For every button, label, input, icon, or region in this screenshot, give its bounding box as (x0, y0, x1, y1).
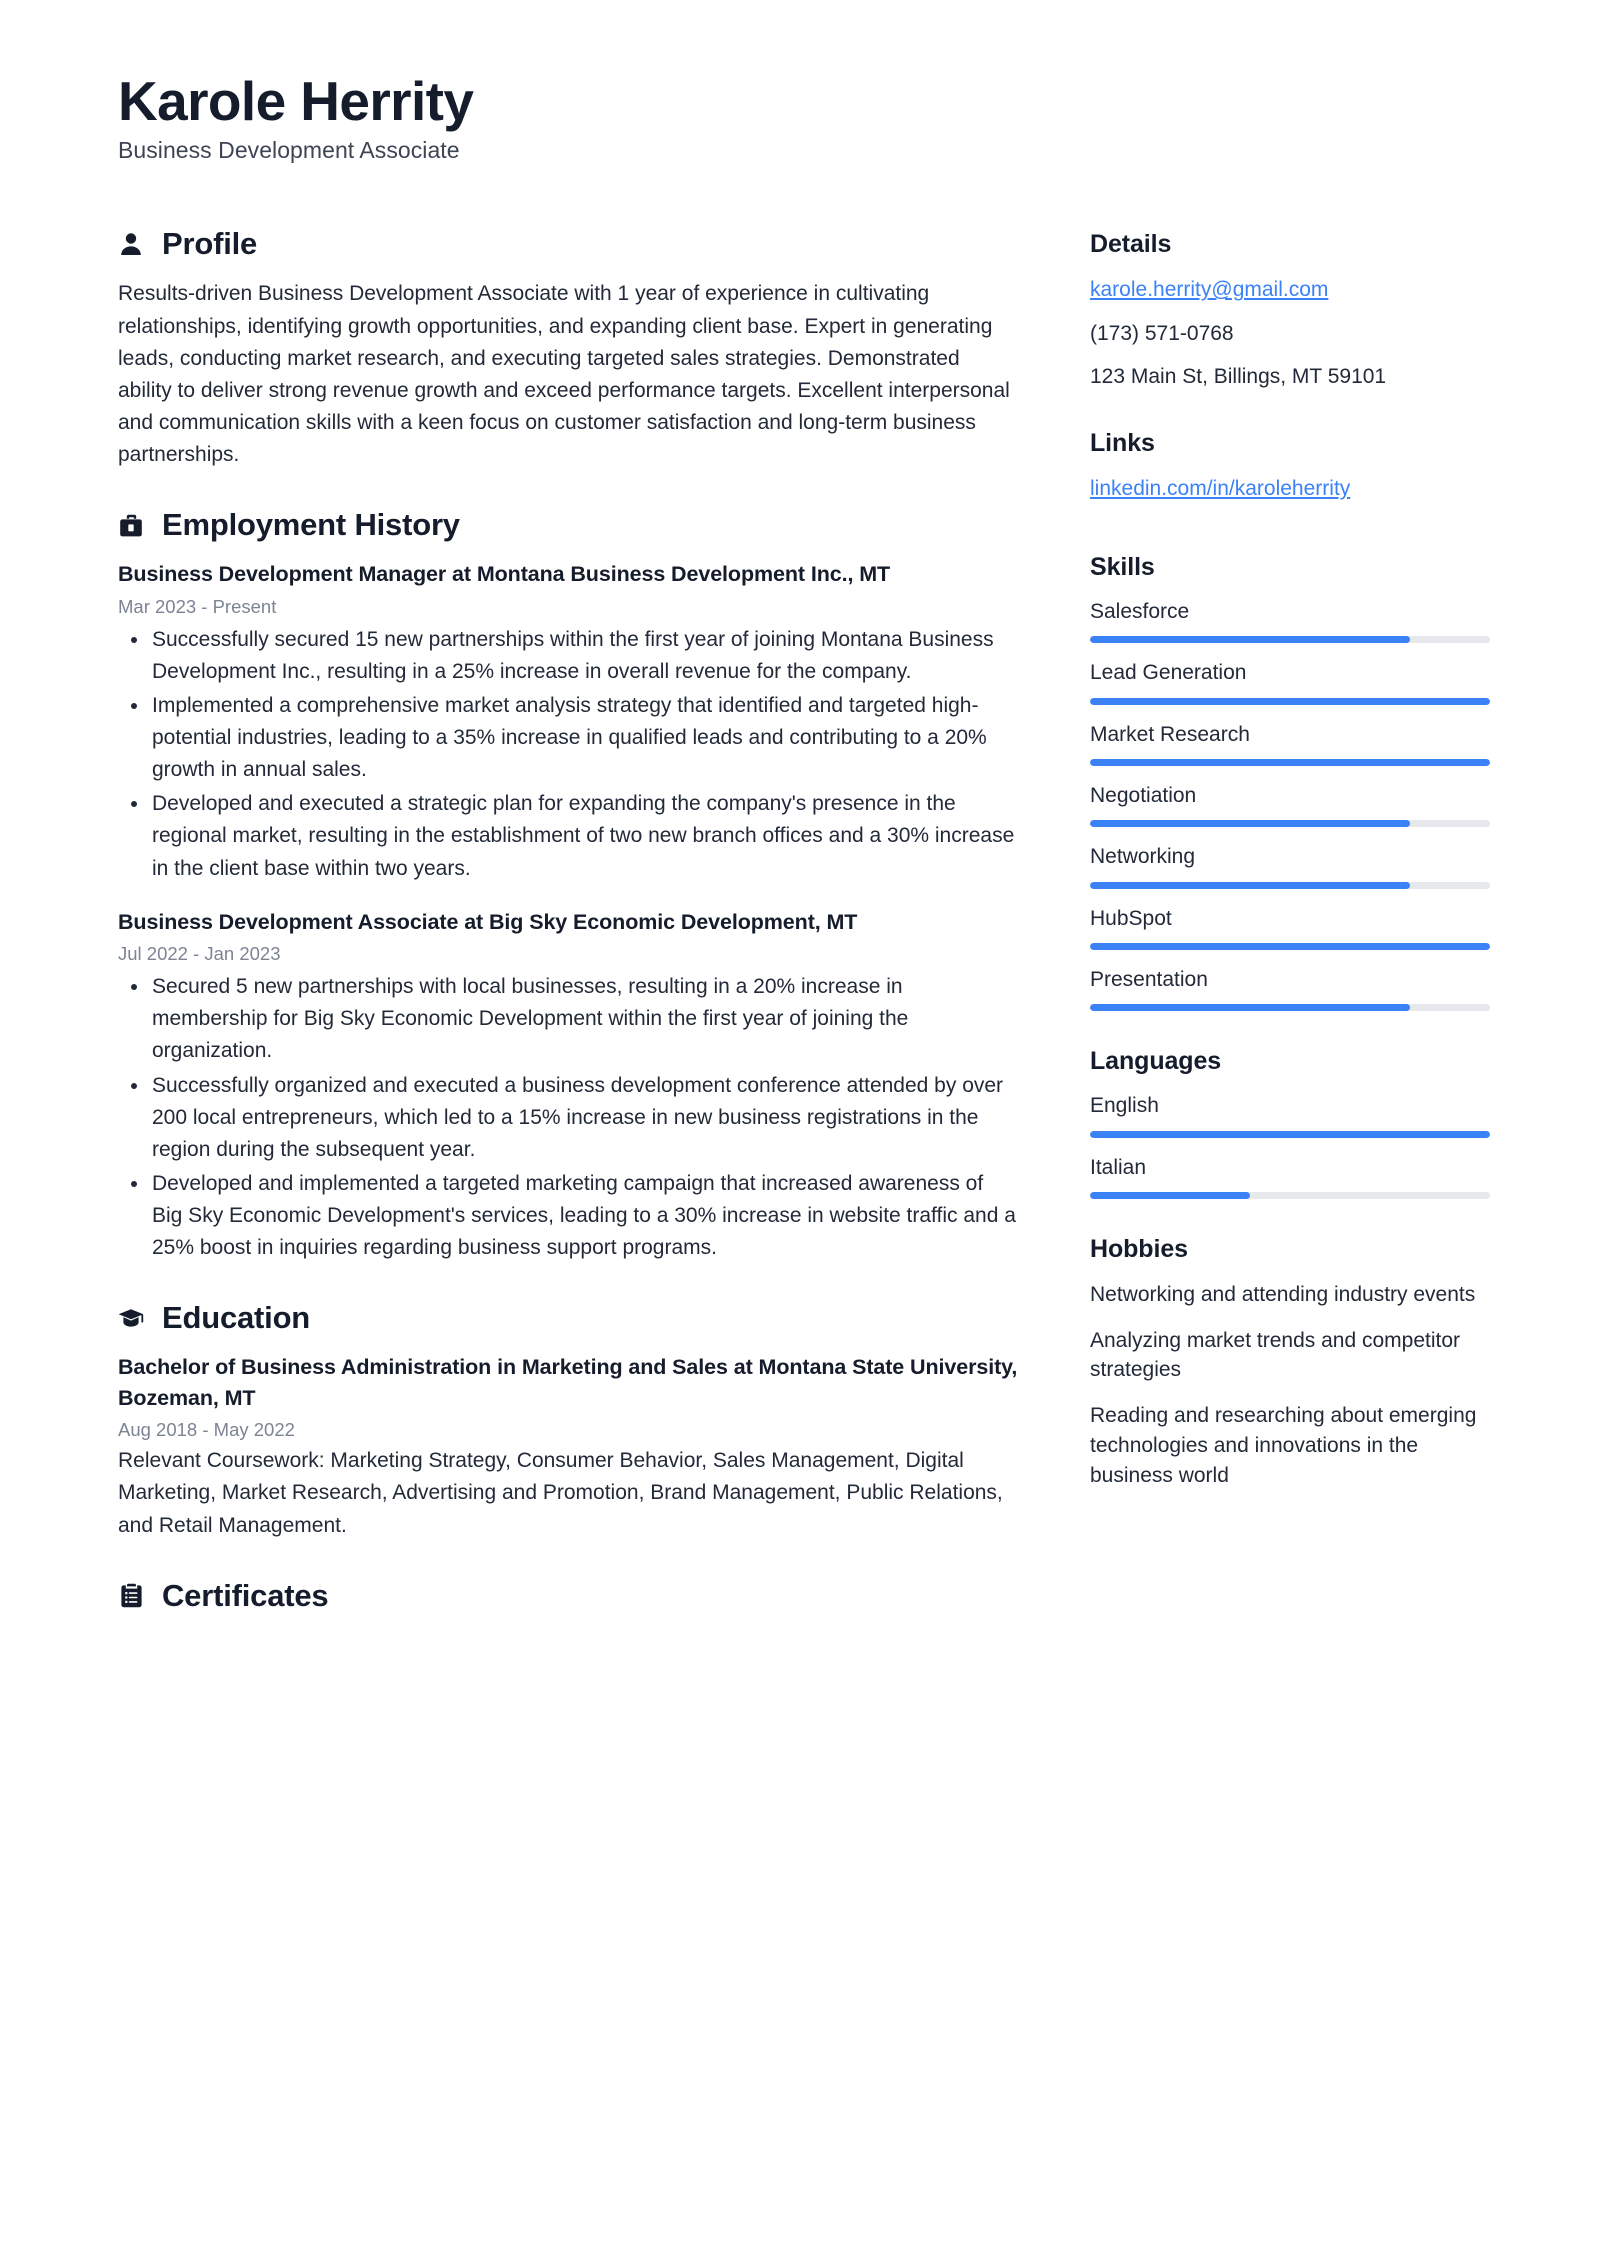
bullet-item: Secured 5 new partnerships with local businesses, resulting in a 20% increase in membership for Big Sky Economic Development within the first year of joining the organization. (118, 971, 1018, 1067)
skill-label: HubSpot (1090, 906, 1172, 930)
skill-rating-fill (1090, 820, 1410, 827)
section-education (118, 1300, 1018, 1541)
sidebar-title-hobbies: Hobbies (1090, 1234, 1188, 1263)
sidebar-block-languages (1090, 1047, 1490, 1199)
language-rating-track (1090, 1192, 1490, 1199)
language-row (1090, 1154, 1490, 1199)
skill-rating-track (1090, 759, 1490, 766)
linkedin-link[interactable]: linkedin.com/in/karoleherrity (1090, 476, 1351, 500)
education-entry-title: Bachelor of Business Administration in Marketing and Sales at Montana State University, Bozeman, MT (118, 1355, 1018, 1410)
section-title-profile: Profile (162, 226, 258, 262)
skill-label: Market Research (1090, 722, 1250, 746)
skill-row (1090, 598, 1490, 643)
bullet-item: Developed and implemented a targeted marketing campaign that increased awareness of Big Sky Economic Development's services, leading to a 30% increase in website traffic and a 25% boost in inquiries regarding business support programs. (118, 1168, 1018, 1264)
hobby-item: Networking and attending industry events (1090, 1282, 1476, 1306)
skill-rating-fill (1090, 943, 1490, 950)
phone-text: (173) 571-0768 (1090, 321, 1234, 345)
skill-rating-track (1090, 943, 1490, 950)
main-column (118, 226, 1018, 1649)
section-title-education: Education (162, 1300, 311, 1336)
employment-entry-bullets (118, 624, 1018, 885)
section-header-profile (118, 226, 1018, 262)
sidebar-title-links: Links (1090, 428, 1155, 457)
sidebar-block-hobbies (1090, 1235, 1490, 1491)
employment-entry-title: Business Development Associate at Big Sky Economic Development, MT (118, 909, 858, 934)
bullet-item: Developed and executed a strategic plan for expanding the company's presence in the regional market, resulting in the establishment of two new branch offices and a 30% increase in the client base within two years. (118, 788, 1018, 884)
bullet-item: Successfully secured 15 new partnerships within the first year of joining Montana Business Development Inc., resulting in a 25% increase in overall revenue for the company. (118, 624, 1018, 688)
language-rating-fill (1090, 1131, 1490, 1138)
skill-label: Presentation (1090, 967, 1208, 991)
sidebar-block-links (1090, 429, 1490, 517)
skill-rating-fill (1090, 636, 1410, 643)
skill-row (1090, 659, 1490, 704)
sidebar-block-details (1090, 230, 1490, 392)
resume-columns (118, 226, 1492, 1649)
employment-entry-bullets (118, 971, 1018, 1264)
section-certificates (118, 1578, 1018, 1614)
skill-row (1090, 721, 1490, 766)
skill-rating-track (1090, 1004, 1490, 1011)
employment-entry (118, 907, 1018, 1265)
candidate-job-title: Business Development Associate (118, 137, 460, 164)
skill-rating-track (1090, 820, 1490, 827)
bullet-item: Implemented a comprehensive market analysis strategy that identified and targeted high-potential industries, leading to a 35% increase in qualified leads and contributing to a 20% growth in annual sales. (118, 690, 1018, 786)
address-text: 123 Main St, Billings, MT 59101 (1090, 365, 1387, 389)
language-label: Italian (1090, 1155, 1147, 1179)
candidate-name: Karole Herrity (118, 70, 474, 132)
section-profile (118, 226, 1018, 471)
employment-entry-date: Jul 2022 - Jan 2023 (118, 943, 281, 965)
section-employment-history (118, 507, 1018, 1264)
section-header-education (118, 1300, 1018, 1336)
language-row (1090, 1092, 1490, 1137)
clipboard-list-icon (118, 1582, 144, 1610)
sidebar-title-details: Details (1090, 230, 1172, 259)
skill-rating-track (1090, 636, 1490, 643)
education-entry-date: Aug 2018 - May 2022 (118, 1419, 295, 1441)
skill-rating-fill (1090, 759, 1490, 766)
hobby-item: Analyzing market trends and competitor strategies (1090, 1328, 1461, 1382)
sidebar-block-skills (1090, 553, 1490, 1011)
language-rating-fill (1090, 1192, 1250, 1199)
employment-entry-title: Business Development Manager at Montana Business Development Inc., MT (118, 562, 891, 587)
graduation-cap-icon (118, 1304, 144, 1332)
sidebar-title-languages: Languages (1090, 1047, 1222, 1076)
skill-row (1090, 905, 1490, 950)
language-rating-track (1090, 1131, 1490, 1138)
skill-label: Salesforce (1090, 600, 1190, 624)
employment-entry-date: Mar 2023 - Present (118, 595, 277, 617)
skill-rating-fill (1090, 882, 1410, 889)
skill-row (1090, 843, 1490, 888)
skill-rating-track (1090, 882, 1490, 889)
skill-label: Lead Generation (1090, 661, 1247, 685)
education-entry (118, 1352, 1018, 1541)
section-title-certificates: Certificates (162, 1577, 329, 1613)
sidebar-column (1090, 226, 1490, 1526)
language-label: English (1090, 1094, 1159, 1118)
section-header-certificates (118, 1578, 1018, 1614)
skill-label: Networking (1090, 845, 1196, 869)
skill-rating-fill (1090, 1004, 1410, 1011)
briefcase-icon (118, 511, 144, 539)
person-icon (118, 230, 144, 258)
hobby-item: Reading and researching about emerging technologies and innovations in the business world (1090, 1404, 1477, 1487)
skill-row (1090, 966, 1490, 1011)
skill-row (1090, 782, 1490, 827)
profile-text: Results-driven Business Development Associate with 1 year of experience in cultivating relationships, identifying growth opportunities, and expanding client base. Expert in generating leads, conducting market research, and executing targeted sales strategies. Demonstrated ability to deliver strong revenue growth and exceed performance targets. Excellent interpersonal and communication skills with a keen focus on customer satisfaction and long-term business partnerships. (118, 282, 1010, 467)
resume-header (118, 72, 1492, 164)
employment-entry (118, 559, 1018, 885)
education-entry-description: Relevant Coursework: Marketing Strategy, Consumer Behavior, Sales Management, Digital Marketing, Market Research, Advertising and Promotion, Brand Management, Public Relations, and Retail Management. (118, 1449, 1003, 1537)
email-link[interactable]: karole.herrity@gmail.com (1090, 278, 1329, 302)
skill-rating-fill (1090, 698, 1490, 705)
section-title-employment: Employment History (162, 507, 460, 543)
bullet-item: Successfully organized and executed a business development conference attended by over 200 local entrepreneurs, which led to a 15% increase in new business registrations in the region during the subsequent year. (118, 1070, 1018, 1166)
skill-label: Negotiation (1090, 784, 1197, 808)
section-header-employment (118, 507, 1018, 543)
sidebar-title-skills: Skills (1090, 553, 1155, 582)
skill-rating-track (1090, 698, 1490, 705)
